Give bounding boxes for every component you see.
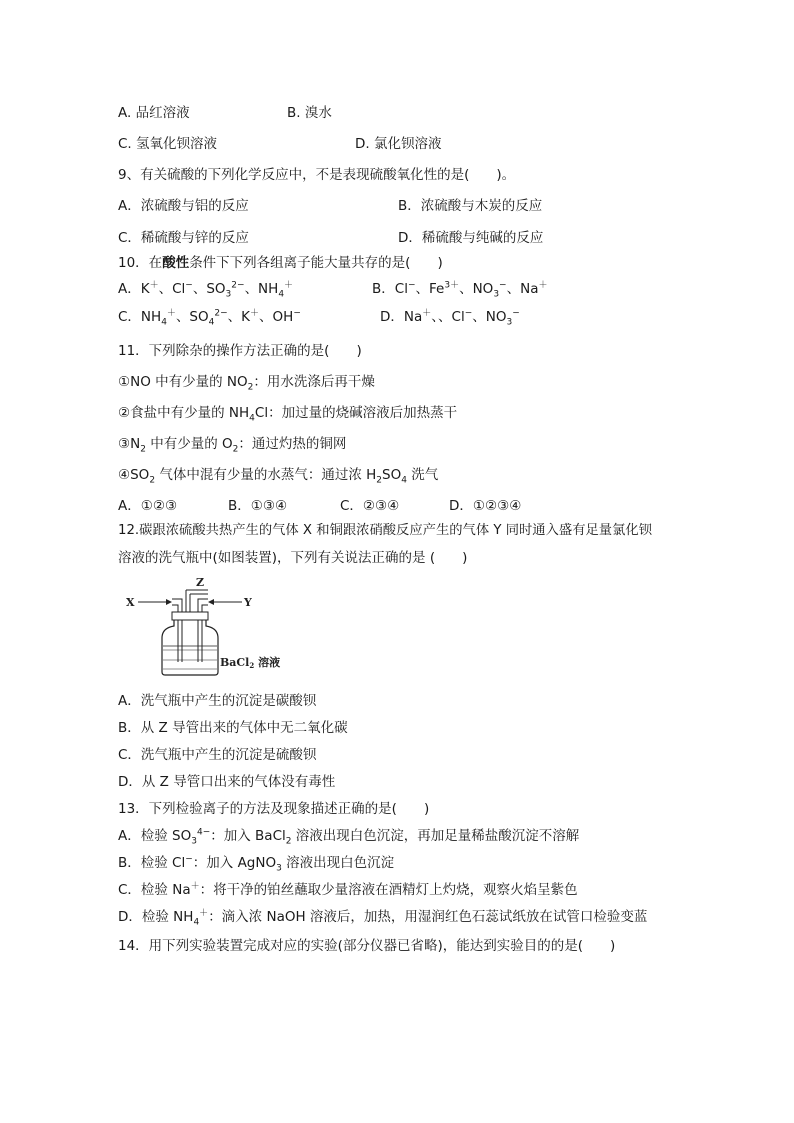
- q12-option-d: D．从 Z 导管口出来的气体没有毒性: [118, 774, 336, 790]
- q13-option-c: C．检验 Na＋：将干净的铂丝蘸取少量溶液在酒精灯上灼烧，观察火焰呈紫色: [118, 881, 578, 898]
- q9-option-d: D．稀硫酸与纯碱的反应: [398, 230, 544, 246]
- figure-label-x: X: [126, 596, 135, 609]
- q11-option-d: D．①②③④: [449, 498, 522, 514]
- figure-label-y: Y: [244, 596, 252, 609]
- q11-option-b: B．①③④: [228, 498, 288, 514]
- q11-item-4: $④SO_2$ 气体中混有少量的水蒸气：通过浓 $H_2SO_4$ 洗气: [118, 467, 439, 486]
- q12-stem-line1: 12.碳跟浓硫酸共热产生的气体 X 和铜跟浓硝酸反应产生的气体 Y 同时通入盛有足量氯化钡: [118, 523, 652, 538]
- option-c: C. 氢氧化钡溶液: [118, 136, 218, 152]
- q9-option-a: A．浓硫酸与铝的反应: [118, 198, 249, 214]
- q13-option-a: A．检验 $SO_3^{4-}$：加入 BaCl$_2$ 溶液出现白色沉淀，再加足量稀盐酸沉淀不溶解: [118, 827, 580, 847]
- q11-item-1: ①NO 中有少量的 $NO_2$：用水洗涤后再干燥: [118, 374, 375, 393]
- figure-label-z: Z: [196, 576, 205, 589]
- q11-item-2: ②食盐中有少量的 $NH_4Cl$：加过量的烧碱溶液后加热蒸干: [118, 405, 458, 424]
- q9-stem: 9、有关硫酸的下列化学反应中，不是表现硫酸氧化性的是( )。: [118, 167, 516, 183]
- gas-washing-bottle-figure: [124, 574, 294, 676]
- option-b: B. 溴水: [287, 105, 332, 121]
- q11-option-c: C．②③④: [340, 498, 400, 514]
- q11-stem: 11．下列除杂的操作方法正确的是( ): [118, 343, 362, 359]
- q12-option-a: A．洗气瓶中产生的沉淀是碳酸钡: [118, 693, 317, 709]
- q10-option-c: C．$NH_4^+$、$SO_4^{2-}$、K＋、OH−: [118, 308, 301, 328]
- q13-option-d: D．检验 $NH_4^+$：滴入浓 NaOH 溶液后，加热，用湿润红色石蕊试纸放在试管口检验变蓝: [118, 908, 648, 928]
- option-d: D. 氯化钡溶液: [355, 136, 442, 152]
- option-a: A. 品红溶液: [118, 105, 190, 121]
- q9-option-b: B．浓硫酸与木炭的反应: [398, 198, 543, 214]
- q12-option-b: B．从 Z 导管出来的气体中无二氧化碳: [118, 720, 348, 736]
- q14-stem: 14．用下列实验装置完成对应的实验(部分仪器已省略)，能达到实验目的的是( ): [118, 938, 616, 954]
- q10-stem: 10．在酸性条件下下列各组离子能大量共存的是( ): [118, 255, 443, 271]
- q13-option-b: B．检验 Cl−：加入 AgNO$_3$ 溶液出现白色沉淀: [118, 854, 395, 874]
- q13-stem: 13．下列检验离子的方法及现象描述正确的是( ): [118, 801, 430, 817]
- q10-option-d: D．Na＋、、Cl−、$NO_3^-$: [380, 308, 520, 328]
- q9-option-c: C．稀硫酸与锌的反应: [118, 230, 249, 246]
- q10-option-b: B．Cl−、$Fe^{3+}$、$NO_3^-$、Na＋: [372, 280, 548, 300]
- q11-item-3: $③N_2$ 中有少量的 $O_2$：通过灼热的铜网: [118, 436, 347, 455]
- q12-stem-line2: 溶液的洗气瓶中(如图装置)，下列有关说法正确的是 ( ): [118, 550, 468, 566]
- figure-label-solution: BaCl2 溶液: [220, 656, 281, 670]
- q10-option-a: A．K＋、Cl−、$SO_3^{2-}$、$NH_4^+$: [118, 280, 294, 300]
- q11-option-a: A．①②③: [118, 498, 178, 514]
- q12-option-c: C．洗气瓶中产生的沉淀是硫酸钡: [118, 747, 317, 763]
